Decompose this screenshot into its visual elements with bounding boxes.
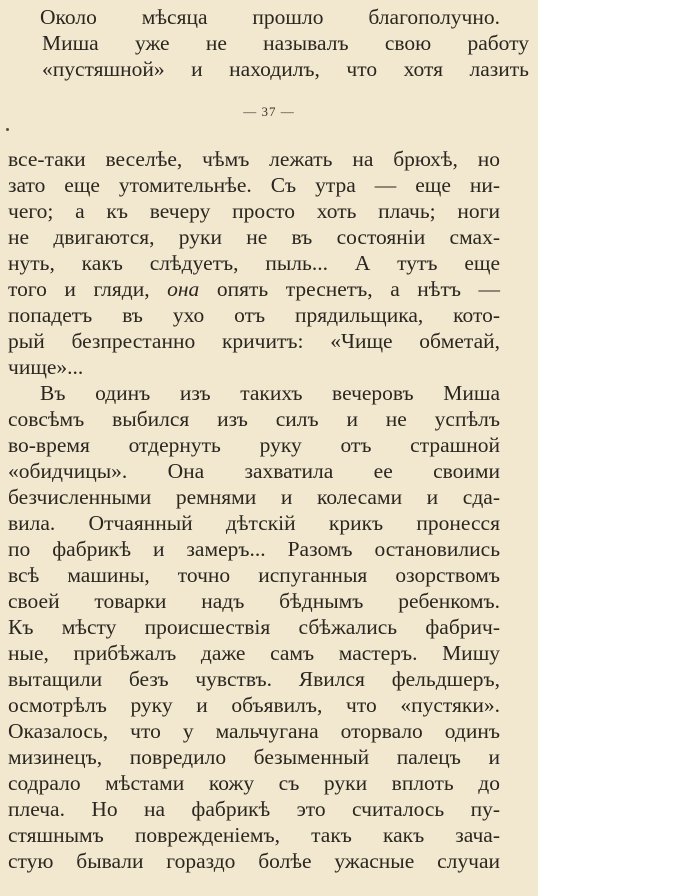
text-line: плеча. Но на фабрикѣ это считалось пу- <box>8 797 500 821</box>
text-line: «обидчицы». Она захватила ее своими <box>8 459 500 483</box>
text-line: чего; а къ вечеру просто хоть плачь; ноги <box>8 199 500 223</box>
text-line: осмотрѣлъ руку и объявилъ, что «пустяки». <box>8 693 500 717</box>
text-line: вытащили безъ чувствъ. Явился фельдшеръ, <box>8 667 500 691</box>
text-line: Оказалось, что у мальчугана оторвало одинъ <box>8 719 500 743</box>
italic-word: она <box>167 277 200 301</box>
text-line: Около мѣсяца прошло благополучно. <box>40 5 500 29</box>
text-line: вила. Отчаянный дѣтскій крикъ пронесся <box>8 511 500 535</box>
text-line: все-таки веселѣе, чѣмъ лежать на брюхѣ, но <box>8 147 500 171</box>
text-line: попадетъ въ ухо отъ прядильщика, кото- <box>8 303 500 327</box>
text-line-with-italic: того и гляди, она опять треснетъ, а нѣтъ — <box>8 277 500 301</box>
text-line: содрало мѣстами кожу съ руки вплоть до <box>8 771 500 795</box>
text-line: Миша уже не называлъ свою работу <box>42 31 529 55</box>
text-line: во-время отдернуть руку отъ страшной <box>8 433 500 457</box>
text-line: безчисленными ремнями и колесами и сда- <box>8 485 500 509</box>
text-line: своей товарки надъ бѣднымъ ребенкомъ. <box>8 589 500 613</box>
text-line: Къ мѣсту происшествія сбѣжались фабрич- <box>8 615 500 639</box>
text-line: стяшнымъ поврежденіемъ, такъ какъ зача- <box>8 823 500 847</box>
text-line: стую бывали гораздо болѣе ужасные случаи <box>8 849 500 873</box>
text-line: совсѣмъ выбился изъ силъ и не успѣлъ <box>8 407 500 431</box>
text-line: по фабрикѣ и замеръ... Разомъ остановились <box>8 537 500 561</box>
text-line: рый безпрестанно кричитъ: «Чище обметай, <box>8 329 500 353</box>
text-line: «пустяшной» и находилъ, что хотя лазить <box>42 57 529 81</box>
text-line: нуть, какъ слѣдуетъ, пыль... А тутъ еще <box>8 251 500 275</box>
text-line: всѣ машины, точно испуганныя озорствомъ <box>8 563 500 587</box>
text-line: не двигаются, руки не въ состояніи смах- <box>8 225 500 249</box>
text-line: мизинецъ, повредило безыменный палецъ и <box>8 745 500 769</box>
text-line: зато еще утомительнѣе. Съ утра — еще ни- <box>8 173 500 197</box>
text-line: ные, прибѣжалъ даже самъ мастеръ. Мишу <box>8 641 500 665</box>
text-line: Въ одинъ изъ такихъ вечеровъ Миша <box>40 381 500 405</box>
text-line: чище»... <box>8 355 84 379</box>
print-speck <box>6 128 9 131</box>
page-number: — 37 — <box>243 104 295 119</box>
